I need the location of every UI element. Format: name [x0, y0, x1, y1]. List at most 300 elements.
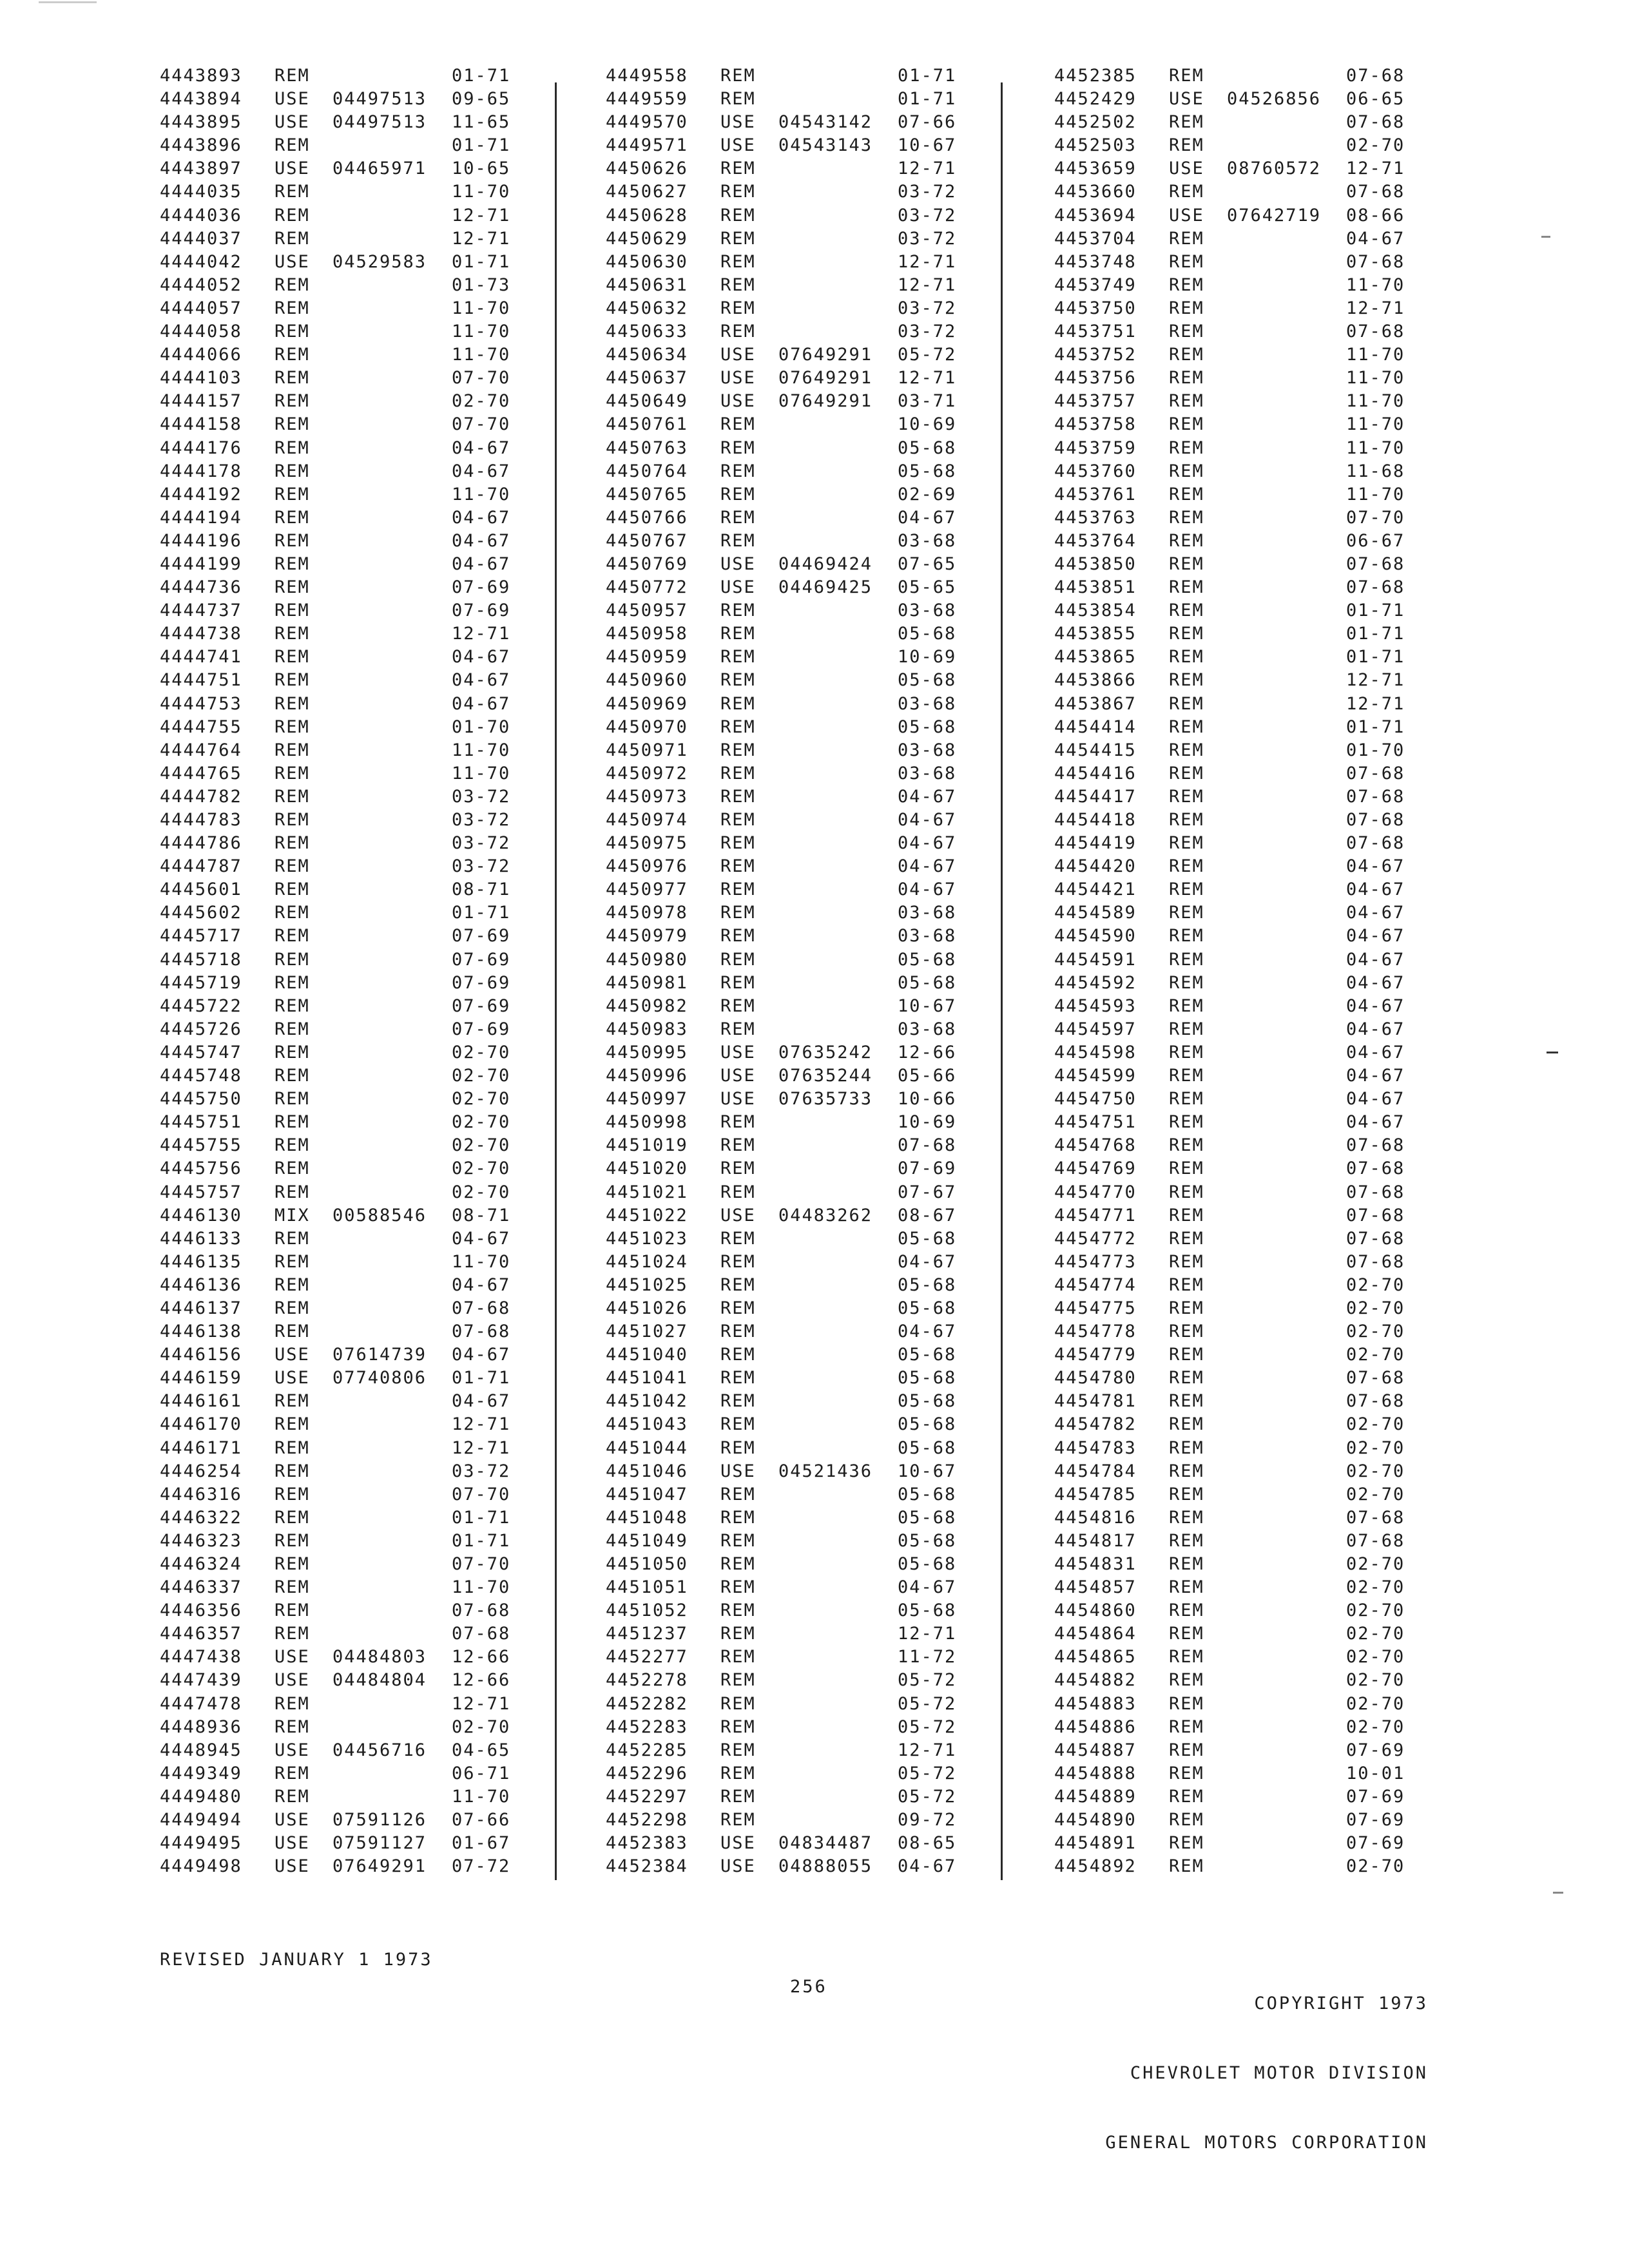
change-date: 04-67	[1346, 903, 1405, 923]
part-number: 4453758	[1054, 414, 1137, 435]
part-number: 4450972	[606, 763, 688, 783]
change-date: 07-68	[1346, 553, 1405, 574]
action-code: REM	[1169, 1158, 1204, 1179]
action-code: REM	[275, 298, 310, 318]
action-code: REM	[720, 89, 756, 110]
part-number: 4450978	[606, 903, 688, 923]
part-number: 4454890	[1054, 1810, 1137, 1831]
action-code: REM	[1169, 251, 1204, 272]
change-date: 03-68	[898, 693, 957, 714]
part-number: 4452503	[1054, 135, 1137, 156]
scan-mark	[39, 1, 97, 3]
part-number: 4452282	[606, 1693, 688, 1714]
part-number: 4446161	[160, 1391, 242, 1412]
action-code: REM	[275, 1228, 310, 1249]
change-date: 03-72	[898, 322, 957, 342]
change-date: 07-68	[1346, 112, 1405, 133]
part-number: 4451044	[606, 1437, 688, 1458]
part-number: 4444058	[160, 322, 242, 342]
part-number: 4454599	[1054, 1066, 1137, 1086]
action-code: REM	[1169, 1019, 1204, 1039]
action-code: USE	[275, 1856, 310, 1877]
part-number: 4450981	[606, 972, 688, 993]
action-code: USE	[720, 135, 756, 156]
change-date: 07-68	[452, 1600, 511, 1621]
change-date: 04-67	[452, 670, 511, 691]
replacement-part: 04484803	[333, 1647, 427, 1667]
part-number: 4450974	[606, 810, 688, 830]
action-code: REM	[1169, 135, 1204, 156]
change-date: 12-71	[1346, 159, 1405, 179]
part-number: 4453761	[1054, 484, 1137, 505]
change-date: 02-70	[452, 1135, 511, 1156]
part-number: 4445756	[160, 1158, 242, 1179]
action-code: REM	[1169, 553, 1204, 574]
change-date: 05-68	[898, 1274, 957, 1295]
part-number: 4444057	[160, 298, 242, 318]
action-code: REM	[1169, 1274, 1204, 1295]
change-date: 04-67	[1346, 1019, 1405, 1039]
change-date: 10-67	[898, 1461, 957, 1481]
part-number: 4446135	[160, 1251, 242, 1272]
part-number: 4454591	[1054, 949, 1137, 970]
part-number: 4445755	[160, 1135, 242, 1156]
part-number: 4443893	[160, 66, 242, 86]
part-number: 4452285	[606, 1740, 688, 1760]
change-date: 12-71	[1346, 693, 1405, 714]
part-number: 4450629	[606, 228, 688, 249]
action-code: REM	[1169, 1228, 1204, 1249]
action-code: USE	[720, 1042, 756, 1062]
change-date: 11-68	[1346, 461, 1405, 481]
action-code: USE	[720, 112, 756, 133]
action-code: REM	[1169, 1740, 1204, 1760]
action-code: REM	[275, 1600, 310, 1621]
part-number: 4450761	[606, 414, 688, 435]
part-number: 4444737	[160, 601, 242, 621]
change-date: 05-68	[898, 1600, 957, 1621]
change-date: 01-71	[452, 903, 511, 923]
part-number: 4454418	[1054, 810, 1137, 830]
part-number: 4451042	[606, 1391, 688, 1412]
action-code: REM	[720, 1693, 756, 1714]
action-code: REM	[720, 322, 756, 342]
action-code: REM	[720, 995, 756, 1016]
part-number: 4453751	[1054, 322, 1137, 342]
action-code: REM	[275, 1786, 310, 1807]
part-number: 4450764	[606, 461, 688, 481]
part-number: 4444103	[160, 368, 242, 389]
part-number: 4454592	[1054, 972, 1137, 993]
change-date: 02-70	[1346, 1647, 1405, 1667]
part-number: 4447438	[160, 1647, 242, 1667]
action-code: REM	[1169, 1089, 1204, 1110]
change-date: 04-67	[898, 786, 957, 807]
change-date: 07-68	[1346, 1530, 1405, 1551]
change-date: 05-72	[898, 1670, 957, 1691]
change-date: 05-68	[898, 1554, 957, 1574]
part-number: 4454774	[1054, 1274, 1137, 1295]
part-number: 4454768	[1054, 1135, 1137, 1156]
part-number: 4445751	[160, 1112, 242, 1133]
change-date: 04-67	[1346, 972, 1405, 993]
part-number: 4452383	[606, 1833, 688, 1854]
part-number: 4446133	[160, 1228, 242, 1249]
action-code: USE	[720, 1066, 756, 1086]
action-code: REM	[1169, 66, 1204, 86]
change-date: 07-68	[1346, 1205, 1405, 1225]
part-number: 4446159	[160, 1368, 242, 1389]
part-number: 4454593	[1054, 995, 1137, 1016]
part-number: 4450767	[606, 530, 688, 551]
action-code: REM	[1169, 949, 1204, 970]
action-code: REM	[720, 903, 756, 923]
change-date: 03-72	[898, 228, 957, 249]
action-code: REM	[1169, 1298, 1204, 1318]
part-number: 4443894	[160, 89, 242, 110]
change-date: 02-70	[1346, 1298, 1405, 1318]
change-date: 12-71	[898, 1740, 957, 1760]
part-number: 4450995	[606, 1042, 688, 1062]
action-code: REM	[275, 810, 310, 830]
change-date: 07-69	[452, 601, 511, 621]
action-code: REM	[720, 1112, 756, 1133]
part-number: 4444751	[160, 670, 242, 691]
change-date: 01-71	[1346, 624, 1405, 644]
change-date: 09-65	[452, 89, 511, 110]
replacement-part: 04497513	[333, 89, 427, 110]
part-number: 4454784	[1054, 1461, 1137, 1481]
change-date: 07-68	[452, 1321, 511, 1342]
action-code: REM	[1169, 1530, 1204, 1551]
part-number: 4446254	[160, 1461, 242, 1481]
action-code: USE	[1169, 159, 1204, 179]
change-date: 04-67	[452, 530, 511, 551]
part-number: 4452297	[606, 1786, 688, 1807]
action-code: REM	[720, 716, 756, 737]
replacement-part: 04469425	[778, 577, 873, 598]
part-number: 4445757	[160, 1182, 242, 1202]
change-date: 07-68	[1346, 251, 1405, 272]
part-number: 4451020	[606, 1158, 688, 1179]
replacement-part: 04834487	[778, 1833, 873, 1854]
change-date: 11-70	[452, 1251, 511, 1272]
part-number: 4454772	[1054, 1228, 1137, 1249]
action-code: REM	[275, 1437, 310, 1458]
change-date: 04-67	[452, 507, 511, 528]
action-code: REM	[720, 1391, 756, 1412]
change-date: 07-66	[452, 1810, 511, 1831]
part-number: 4451050	[606, 1554, 688, 1574]
action-code: REM	[720, 1554, 756, 1574]
change-date: 03-68	[898, 601, 957, 621]
change-date: 07-69	[452, 995, 511, 1016]
change-date: 05-72	[898, 1716, 957, 1737]
action-code: REM	[1169, 1205, 1204, 1225]
part-number: 4451022	[606, 1205, 688, 1225]
part-number: 4446356	[160, 1600, 242, 1621]
action-code: REM	[1169, 1624, 1204, 1644]
change-date: 02-70	[1346, 1670, 1405, 1691]
part-number: 4450960	[606, 670, 688, 691]
part-number: 4444036	[160, 205, 242, 226]
action-code: USE	[720, 553, 756, 574]
part-number: 4450980	[606, 949, 688, 970]
action-code: REM	[720, 1437, 756, 1458]
action-code: REM	[275, 1693, 310, 1714]
change-date: 11-70	[1346, 391, 1405, 412]
replacement-part: 04465971	[333, 159, 427, 179]
change-date: 12-71	[898, 1624, 957, 1644]
change-date: 10-69	[898, 647, 957, 668]
action-code: REM	[1169, 461, 1204, 481]
change-date: 07-69	[452, 577, 511, 598]
action-code: REM	[1169, 1600, 1204, 1621]
change-date: 01-70	[1346, 740, 1405, 760]
change-date: 01-67	[452, 1833, 511, 1854]
change-date: 07-68	[1346, 833, 1405, 854]
change-date: 11-70	[1346, 437, 1405, 458]
part-number: 4452283	[606, 1716, 688, 1737]
action-code: REM	[720, 601, 756, 621]
change-date: 08-71	[452, 879, 511, 900]
change-date: 05-68	[898, 1228, 957, 1249]
change-date: 11-70	[452, 484, 511, 505]
part-number: 4450769	[606, 553, 688, 574]
action-code: REM	[720, 66, 756, 86]
part-number: 4454781	[1054, 1391, 1137, 1412]
action-code: REM	[720, 763, 756, 783]
change-date: 07-68	[1346, 1391, 1405, 1412]
change-date: 03-71	[898, 391, 957, 412]
action-code: REM	[275, 1461, 310, 1481]
action-code: REM	[275, 1274, 310, 1295]
change-date: 11-70	[452, 740, 511, 760]
change-date: 04-65	[452, 1740, 511, 1760]
action-code: REM	[275, 391, 310, 412]
replacement-part: 04888055	[778, 1856, 873, 1877]
action-code: REM	[1169, 274, 1204, 295]
action-code: REM	[1169, 1368, 1204, 1389]
part-number: 4444765	[160, 763, 242, 783]
replacement-part: 07740806	[333, 1368, 427, 1389]
action-code: REM	[275, 647, 310, 668]
change-date: 11-70	[1346, 274, 1405, 295]
change-date: 03-72	[452, 786, 511, 807]
part-number: 4450628	[606, 205, 688, 226]
change-date: 12-71	[1346, 298, 1405, 318]
change-date: 12-71	[898, 274, 957, 295]
action-code: REM	[1169, 322, 1204, 342]
change-date: 07-68	[1346, 1158, 1405, 1179]
change-date: 02-70	[1346, 1321, 1405, 1342]
action-code: REM	[275, 345, 310, 365]
part-number: 4450958	[606, 624, 688, 644]
action-code: REM	[275, 1391, 310, 1412]
change-date: 05-65	[898, 577, 957, 598]
action-code: REM	[1169, 624, 1204, 644]
change-date: 07-69	[1346, 1833, 1405, 1854]
action-code: REM	[275, 135, 310, 156]
scan-mark	[1547, 1052, 1558, 1053]
part-number: 4454420	[1054, 856, 1137, 877]
change-date: 11-70	[1346, 414, 1405, 435]
action-code: REM	[275, 1530, 310, 1551]
action-code: REM	[275, 949, 310, 970]
action-code: REM	[720, 1274, 756, 1295]
action-code: REM	[720, 949, 756, 970]
action-code: REM	[1169, 926, 1204, 947]
change-date: 02-70	[452, 1158, 511, 1179]
action-code: REM	[275, 601, 310, 621]
part-number: 4444783	[160, 810, 242, 830]
change-date: 11-70	[1346, 368, 1405, 389]
change-date: 03-72	[898, 298, 957, 318]
change-date: 01-71	[452, 135, 511, 156]
action-code: REM	[720, 740, 756, 760]
part-number: 4446156	[160, 1345, 242, 1365]
action-code: REM	[275, 1158, 310, 1179]
part-number: 4454419	[1054, 833, 1137, 854]
part-number: 4444787	[160, 856, 242, 877]
part-number: 4444176	[160, 437, 242, 458]
part-number: 4454864	[1054, 1624, 1137, 1644]
part-number: 4454773	[1054, 1251, 1137, 1272]
part-number: 4450959	[606, 647, 688, 668]
part-number: 4450996	[606, 1066, 688, 1086]
replacement-part: 08760572	[1227, 159, 1322, 179]
part-number: 4445726	[160, 1019, 242, 1039]
action-code: REM	[275, 1577, 310, 1598]
change-date: 07-68	[1346, 1507, 1405, 1528]
part-number: 4453867	[1054, 693, 1137, 714]
part-number: 4454783	[1054, 1437, 1137, 1458]
action-code: REM	[275, 228, 310, 249]
part-number: 4453757	[1054, 391, 1137, 412]
change-date: 05-68	[898, 716, 957, 737]
replacement-part: 00588546	[333, 1205, 427, 1225]
change-date: 05-68	[898, 670, 957, 691]
change-date: 05-68	[898, 437, 957, 458]
action-code: REM	[275, 437, 310, 458]
replacement-part: 04543143	[778, 135, 873, 156]
change-date: 05-68	[898, 1507, 957, 1528]
change-date: 04-67	[898, 810, 957, 830]
change-date: 12-66	[898, 1042, 957, 1062]
change-date: 07-68	[1346, 1228, 1405, 1249]
change-date: 07-68	[898, 1135, 957, 1156]
action-code: REM	[275, 1112, 310, 1133]
change-date: 08-66	[1346, 205, 1405, 226]
change-date: 07-68	[1346, 763, 1405, 783]
action-code: REM	[1169, 1135, 1204, 1156]
part-number: 4444764	[160, 740, 242, 760]
change-date: 04-67	[1346, 1042, 1405, 1062]
part-number: 4453759	[1054, 437, 1137, 458]
part-number: 4453866	[1054, 670, 1137, 691]
action-code: REM	[275, 716, 310, 737]
action-code: REM	[275, 624, 310, 644]
action-code: REM	[275, 1135, 310, 1156]
action-code: REM	[720, 274, 756, 295]
part-number: 4444066	[160, 345, 242, 365]
change-date: 11-70	[1346, 345, 1405, 365]
part-number: 4454782	[1054, 1414, 1137, 1435]
part-number: 4446136	[160, 1274, 242, 1295]
action-code: REM	[1169, 1693, 1204, 1714]
action-code: REM	[720, 972, 756, 993]
part-number: 4451026	[606, 1298, 688, 1318]
action-code: USE	[275, 1368, 310, 1389]
replacement-part: 07649291	[778, 345, 873, 365]
change-date: 05-68	[898, 949, 957, 970]
action-code: REM	[720, 647, 756, 668]
part-number: 4445718	[160, 949, 242, 970]
change-date: 02-70	[1346, 1856, 1405, 1877]
part-number: 4450998	[606, 1112, 688, 1133]
part-number: 4453749	[1054, 274, 1137, 295]
action-code: REM	[720, 1368, 756, 1389]
change-date: 07-70	[452, 414, 511, 435]
part-number: 4444157	[160, 391, 242, 412]
action-code: USE	[720, 1205, 756, 1225]
change-date: 07-68	[1346, 1368, 1405, 1389]
change-date: 03-72	[898, 182, 957, 202]
change-date: 07-66	[898, 112, 957, 133]
change-date: 12-71	[452, 228, 511, 249]
change-date: 01-71	[452, 1530, 511, 1551]
change-date: 10-69	[898, 1112, 957, 1133]
change-date: 07-70	[1346, 507, 1405, 528]
part-number: 4446137	[160, 1298, 242, 1318]
change-date: 01-71	[452, 1507, 511, 1528]
action-code: REM	[275, 1763, 310, 1783]
part-number: 4454597	[1054, 1019, 1137, 1039]
action-code: REM	[275, 1554, 310, 1574]
action-code: REM	[720, 1345, 756, 1365]
part-number: 4452385	[1054, 66, 1137, 86]
action-code: REM	[275, 1321, 310, 1342]
change-date: 08-65	[898, 1833, 957, 1854]
part-number: 4445719	[160, 972, 242, 993]
part-number: 4450637	[606, 368, 688, 389]
action-code: REM	[1169, 577, 1204, 598]
action-code: REM	[1169, 647, 1204, 668]
part-number: 4454769	[1054, 1158, 1137, 1179]
action-code: REM	[275, 879, 310, 900]
change-date: 02-70	[1346, 1461, 1405, 1481]
change-date: 05-68	[898, 1345, 957, 1365]
change-date: 07-69	[1346, 1740, 1405, 1760]
change-date: 02-70	[1346, 1554, 1405, 1574]
action-code: REM	[275, 926, 310, 947]
action-code: REM	[275, 530, 310, 551]
action-code: REM	[720, 414, 756, 435]
change-date: 11-65	[452, 112, 511, 133]
part-number: 4450772	[606, 577, 688, 598]
action-code: REM	[720, 1251, 756, 1272]
action-code: REM	[720, 1019, 756, 1039]
part-number: 4450957	[606, 601, 688, 621]
part-number: 4444196	[160, 530, 242, 551]
change-date: 02-70	[1346, 1484, 1405, 1504]
action-code: REM	[1169, 786, 1204, 807]
action-code: USE	[720, 1833, 756, 1854]
action-code: REM	[1169, 1112, 1204, 1133]
action-code: REM	[1169, 903, 1204, 923]
part-number: 4454751	[1054, 1112, 1137, 1133]
change-date: 07-69	[452, 972, 511, 993]
